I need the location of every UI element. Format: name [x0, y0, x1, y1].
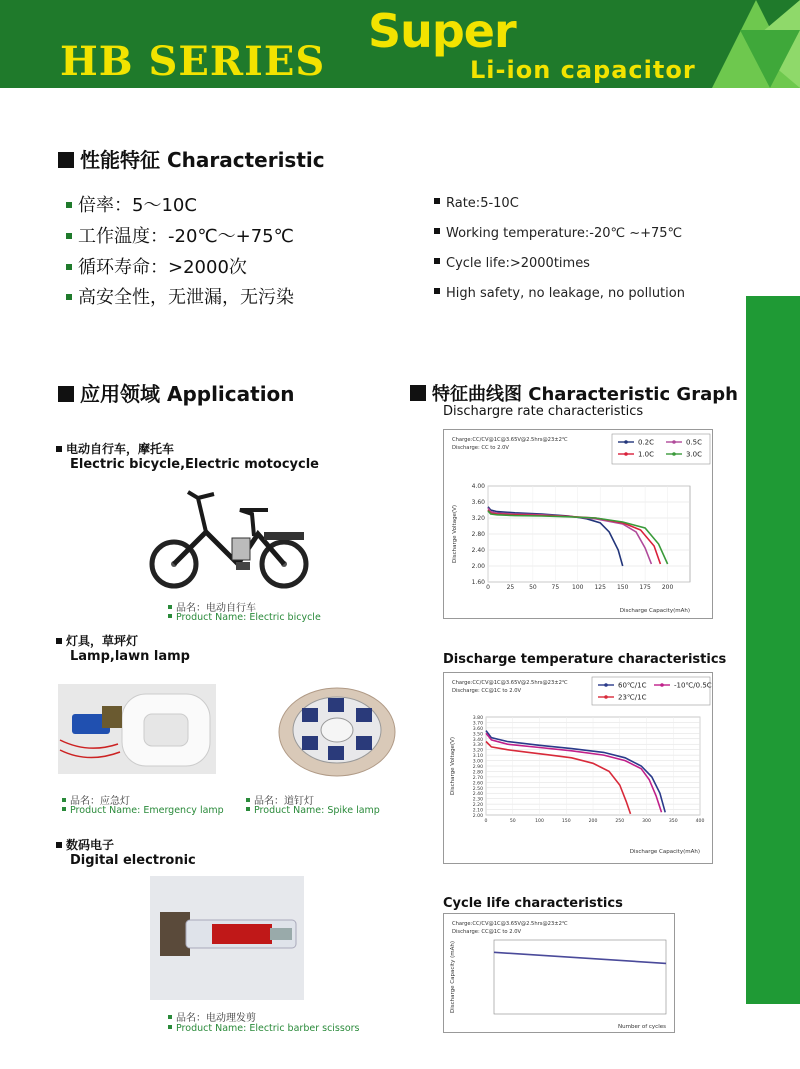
y-axis-label: Discharge Voltage(V) — [450, 737, 456, 795]
application-section-cn: 电动自行车，摩托车 — [56, 440, 174, 457]
bullet-icon — [246, 807, 250, 811]
bullet-icon — [62, 807, 66, 811]
x-axis-label: Number of cycles — [618, 1024, 666, 1030]
legend-marker — [624, 440, 628, 444]
characteristic-en-item: Rate:5-10C — [434, 196, 519, 211]
y-tick-label: 2.40 — [472, 792, 483, 798]
y-tick-label: 3.50 — [472, 732, 483, 738]
bullet-icon — [168, 614, 172, 618]
y-tick-label: 3.70 — [472, 721, 483, 727]
bullet-icon — [168, 605, 172, 609]
application-section-en: Digital electronic — [70, 853, 196, 868]
legend-label: -10℃/0.5C — [674, 681, 712, 690]
bullet-icon — [66, 202, 72, 208]
y-axis-label: Discharge Capacity (mAh) — [450, 941, 456, 1013]
y-tick-label: 3.60 — [471, 499, 485, 506]
x-tick-label: 125 — [594, 584, 606, 591]
x-tick-label: 300 — [642, 819, 651, 824]
bullet-icon — [434, 228, 440, 234]
legend-marker — [604, 695, 608, 699]
bullet-icon — [434, 258, 440, 264]
characteristic-en-item: High safety, no leakage, no pollution — [434, 286, 685, 301]
x-tick-label: 400 — [695, 819, 705, 824]
plot-area — [494, 940, 666, 1014]
graphs-heading: 特征曲线图 Characteristic Graph — [410, 380, 738, 406]
square-bullet-icon — [56, 842, 62, 848]
y-tick-label: 2.30 — [472, 797, 483, 803]
bullet-icon — [168, 1015, 172, 1019]
side-green-bar — [746, 296, 800, 1004]
square-bullet-icon — [56, 446, 62, 452]
x-tick-label: 350 — [668, 819, 678, 824]
legend-marker — [660, 683, 664, 687]
bullet-icon — [66, 264, 72, 270]
x-tick-label: 100 — [572, 584, 584, 591]
application-section-cn: 灯具，草坪灯 — [56, 632, 138, 649]
chart-condition-label: Discharge: CC@1C to 2.0V — [452, 688, 522, 694]
x-tick-label: 25 — [506, 584, 515, 591]
x-tick-label: 250 — [615, 819, 625, 824]
x-tick-label: 175 — [639, 584, 651, 591]
emergency-caption-en: Product Name: Emergency lamp — [62, 805, 224, 816]
bullet-icon — [66, 233, 72, 239]
chart-title: Discharge temperature characteristics — [443, 652, 727, 667]
legend-label: 0.5C — [686, 438, 703, 447]
chart-condition-label: Discharge: CC@1C to 2.0V — [452, 929, 522, 935]
characteristic-heading: 性能特征 Characteristic — [58, 144, 325, 173]
spike-lamp-image — [276, 686, 398, 778]
y-axis-label: Discharge Voltage(V) — [452, 505, 458, 563]
y-tick-label: 1.60 — [471, 579, 485, 586]
bicycle-caption-cn: 品名：电动自行车 — [168, 599, 256, 614]
bullet-icon — [246, 798, 250, 802]
characteristic-cn-item: 工作温度：-20℃～+75℃ — [66, 222, 294, 248]
square-bullet-icon — [410, 385, 426, 401]
spike-caption-cn: 品名：道钉灯 — [246, 792, 314, 807]
x-tick-label: 50 — [509, 819, 516, 824]
x-tick-label: 150 — [616, 584, 629, 591]
rate-chart — [443, 429, 713, 619]
y-tick-label: 3.20 — [472, 748, 483, 754]
application-section-en: Lamp,lawn lamp — [70, 649, 190, 664]
y-tick-label: 3.80 — [472, 716, 483, 721]
electric-bicycle-image — [148, 480, 312, 594]
header-triangle-decoration — [740, 30, 800, 88]
legend-marker — [672, 440, 676, 444]
x-tick-label: 200 — [661, 584, 674, 591]
chart-condition-label: Charge:CC/CV@1C@3.65V@2.5hrs@23±2℃ — [452, 437, 568, 443]
y-tick-label: 2.40 — [471, 547, 485, 554]
x-tick-label: 50 — [529, 584, 537, 591]
application-section-en: Electric bicycle,Electric motocycle — [70, 457, 319, 472]
y-tick-label: 3.20 — [471, 515, 485, 522]
scissors-caption-cn: 品名：电动理发剪 — [168, 1009, 256, 1024]
x-tick-label: 0 — [486, 584, 490, 591]
bullet-icon — [434, 288, 440, 294]
square-bullet-icon — [56, 638, 62, 644]
legend-label: 3.0C — [686, 450, 703, 459]
x-axis-label: Discharge Capacity(mAh) — [619, 608, 690, 614]
chart-condition-label: Discharge: CC to 2.0V — [452, 445, 509, 451]
product-title-subtitle: Li-ion capacitor — [470, 56, 696, 84]
characteristic-cn-item: 倍率：5～10C — [66, 191, 197, 217]
y-tick-label: 3.30 — [472, 743, 483, 749]
y-tick-label: 2.10 — [472, 808, 483, 814]
y-tick-label: 2.80 — [472, 770, 483, 776]
temperature-chart — [443, 672, 713, 864]
cycle-life-chart — [443, 913, 675, 1033]
square-bullet-icon — [58, 386, 74, 402]
x-tick-label: 100 — [535, 819, 544, 824]
electric-scissors-image — [150, 876, 304, 1000]
characteristic-cn-item: 高安全性，无泄漏，无污染 — [66, 283, 294, 309]
series-title: HB SERIES — [60, 38, 326, 85]
legend-label: 1.0C — [638, 450, 655, 459]
application-section-cn: 数码电子 — [56, 836, 114, 853]
y-tick-label: 2.70 — [472, 775, 483, 781]
chart-condition-label: Charge:CC/CV@1C@3.65V@2.5hrs@23±2℃ — [452, 921, 568, 927]
rate-chart-svg — [444, 430, 712, 618]
header-banner — [0, 0, 800, 88]
chart-title: Cycle life characteristics — [443, 896, 623, 911]
scissors-caption-en: Product Name: Electric barber scissors — [168, 1023, 360, 1034]
bullet-icon — [168, 1025, 172, 1029]
legend-marker — [624, 452, 628, 456]
x-tick-label: 75 — [551, 584, 560, 591]
emergency-lamp-image — [58, 684, 216, 774]
chart-condition-label: Charge:CC/CV@1C@3.65V@2.5hrs@23±2℃ — [452, 680, 568, 686]
application-heading: 应用领域 Application — [58, 378, 295, 407]
y-tick-label: 3.00 — [472, 759, 483, 765]
square-bullet-icon — [58, 152, 74, 168]
cycle-life-chart-svg — [444, 914, 674, 1032]
legend-label: 0.2C — [638, 438, 655, 447]
temperature-chart-svg — [444, 673, 712, 863]
bullet-icon — [66, 294, 72, 300]
bicycle-caption-en: Product Name: Electric bicycle — [168, 612, 321, 623]
bullet-icon — [62, 798, 66, 802]
x-tick-label: 200 — [588, 819, 598, 824]
spike-caption-en: Product Name: Spike lamp — [246, 805, 380, 816]
y-tick-label: 2.00 — [472, 814, 483, 819]
x-tick-label: 150 — [561, 819, 571, 824]
legend-marker — [604, 683, 608, 687]
y-tick-label: 2.80 — [471, 531, 485, 538]
y-tick-label: 2.20 — [472, 803, 483, 809]
legend-label: 60℃/1C — [618, 681, 647, 690]
y-tick-label: 2.90 — [472, 765, 483, 770]
y-tick-label: 3.10 — [472, 754, 483, 760]
y-tick-label: 4.00 — [471, 483, 485, 490]
y-tick-label: 2.00 — [471, 563, 485, 570]
legend-marker — [672, 452, 676, 456]
emergency-caption-cn: 品名：应急灯 — [62, 792, 130, 807]
characteristic-en-item: Working temperature:-20℃ ~+75℃ — [434, 226, 682, 241]
characteristic-en-item: Cycle life:>2000times — [434, 256, 590, 271]
legend-label: 23℃/1C — [618, 693, 647, 702]
bullet-icon — [434, 198, 440, 204]
product-title-super: Super — [368, 4, 516, 58]
chart-title: Dischargre rate characteristics — [443, 404, 644, 419]
characteristic-cn-item: 循环寿命：>2000次 — [66, 253, 247, 279]
y-tick-label: 2.50 — [472, 786, 483, 792]
y-tick-label: 2.60 — [472, 781, 483, 787]
y-tick-label: 3.60 — [472, 726, 483, 732]
x-tick-label: 0 — [484, 819, 488, 824]
y-tick-label: 3.40 — [472, 737, 483, 743]
x-axis-label: Discharge Capacity(mAh) — [629, 849, 700, 855]
